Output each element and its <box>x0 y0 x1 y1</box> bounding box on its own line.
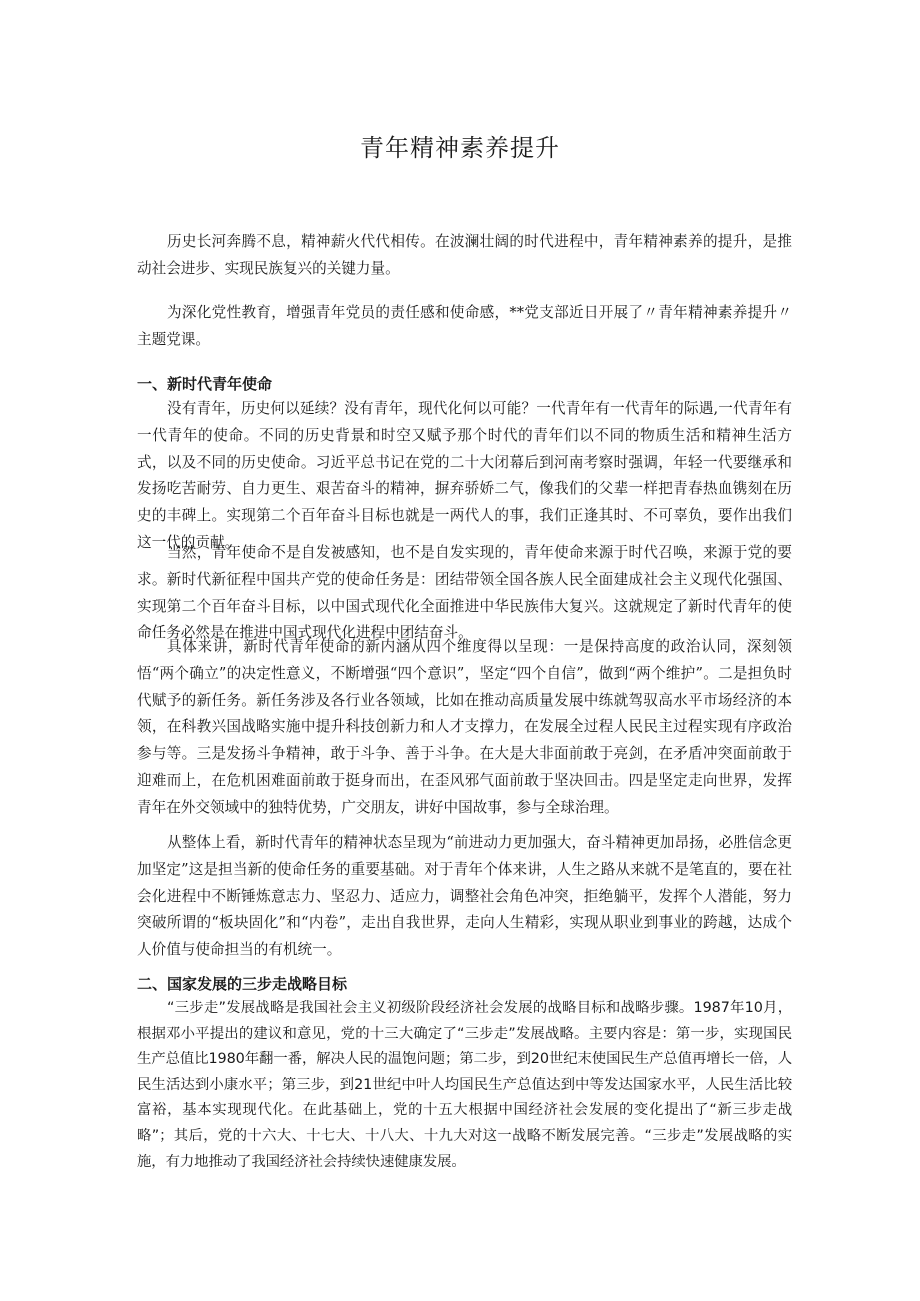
body-paragraph: 当然，青年使命不是自发被感知，也不是自发实现的，青年使命来源于时代召唤，来源于党的要求。新时代新征程中国共产党的使命任务是：团结带领全国各族人民全面建成社会主义现代化强国、实现第二个百年奋斗目标，以中国式现代化全面推进中华民族伟大复兴。这就规定了新时代青年的使命任务必然是在推进中国式现代化进程中团结奋斗。 <box>137 544 792 642</box>
section-heading: 一、新时代青年使命 <box>137 375 273 393</box>
document-title: 青年精神素养提升 <box>360 134 560 162</box>
section-heading: 二、国家发展的三步走战略目标 <box>137 975 348 993</box>
intro-paragraph: 历史长河奔腾不息，精神薪火代代相传。在波澜壮阔的时代进程中，青年精神素养的提升，是推动社会进步、实现民族复兴的关键力量。 <box>137 233 792 277</box>
body-paragraph: 从整体上看，新时代青年的精神状态呈现为“前进动力更加强大，奋斗精神更加昂扬，必胜信念更加坚定”这是担当新的使命任务的重要基础。对于青年个体来讲，人生之路从来就不是笔直的，要在社会化进程中不断锤炼意志力、坚忍力、适应力，调整社会角色冲突，拒绝躺平，发挥个人潜能，努力突破所谓的“板块固化”和“内卷”，走出自我世界，走向人生精彩，实现从职业到事业的跨越，达成个人价值与使命担当的有机统一。 <box>137 834 792 959</box>
intro-paragraph: 为深化党性教育，增强青年党员的责任感和使命感，**党支部近日开展了〃青年精神素养提升〃主题党课。 <box>137 304 792 348</box>
body-paragraph: “三步走”发展战略是我国社会主义初级阶段经济社会发展的战略目标和战略步骤。1987年10月，根据邓小平提出的建议和意见，党的十三大确定了“三步走”发展战略。主要内容是：第一步，实现国民生产总值比1980年翻一番，解决人民的温饱问题；第二步，到20世纪末使国民生产总值再增长一倍，人民生活达到小康水平；第三步，到21世纪中叶人均国民生产总值达到中等发达国家水平，人民生活比较富裕，基本实现现代化。在此基础上，党的十五大根据中国经济社会发展的变化提出了“新三步走战略”；其后，党的十六大、十七大、十八大、十九大对这一战略不断发展完善。“三步走”发展战略的实施，有力地推动了我国经济社会持续快速健康发展。 <box>137 1000 792 1170</box>
body-paragraph: 没有青年，历史何以延续？没有青年，现代化何以可能？一代青年有一代青年的际遇,一代青年有一代青年的使命。不同的历史背景和时空又赋予那个时代的青年们以不同的物质生活和精神生活方式，以及不同的历史使命。习近平总书记在党的二十大闭幕后到河南考察时强调，年轻一代要继承和发扬吃苦耐劳、自力更生、艰苦奋斗的精神，摒弃骄娇二气，像我们的父辈一样把青春热血镌刻在历史的丰碑上。实现第二个百年奋斗目标也就是一两代人的事，我们正逢其时、不可辜负，要作出我们这一代的贡献。 <box>137 400 792 551</box>
body-paragraph: 具体来讲，新时代青年使命的新内涵从四个维度得以呈现：一是保持高度的政治认同，深刻领悟“两个确立”的决定性意义，不断增强“四个意识”，坚定“四个自信”，做到“两个维护”。二是担负时代赋予的新任务。新任务涉及各行业各领域，比如在推动高质量发展中练就驾驭高水平市场经济的本领，在科教兴国战略实施中提升科技创新力和人才支撑力，在发展全过程人民民主过程实现有序政治参与等。三是发扬斗争精神，敢于斗争、善于斗争。在大是大非面前敢于亮剑，在矛盾冲突面前敢于迎难而上，在危机困难面前敢于挺身而出，在歪风邪气面前敢于坚决回击。四是坚定走向世界，发挥青年在外交领域中的独特优势，广交朋友，讲好中国故事，参与全球治理。 <box>137 638 792 816</box>
